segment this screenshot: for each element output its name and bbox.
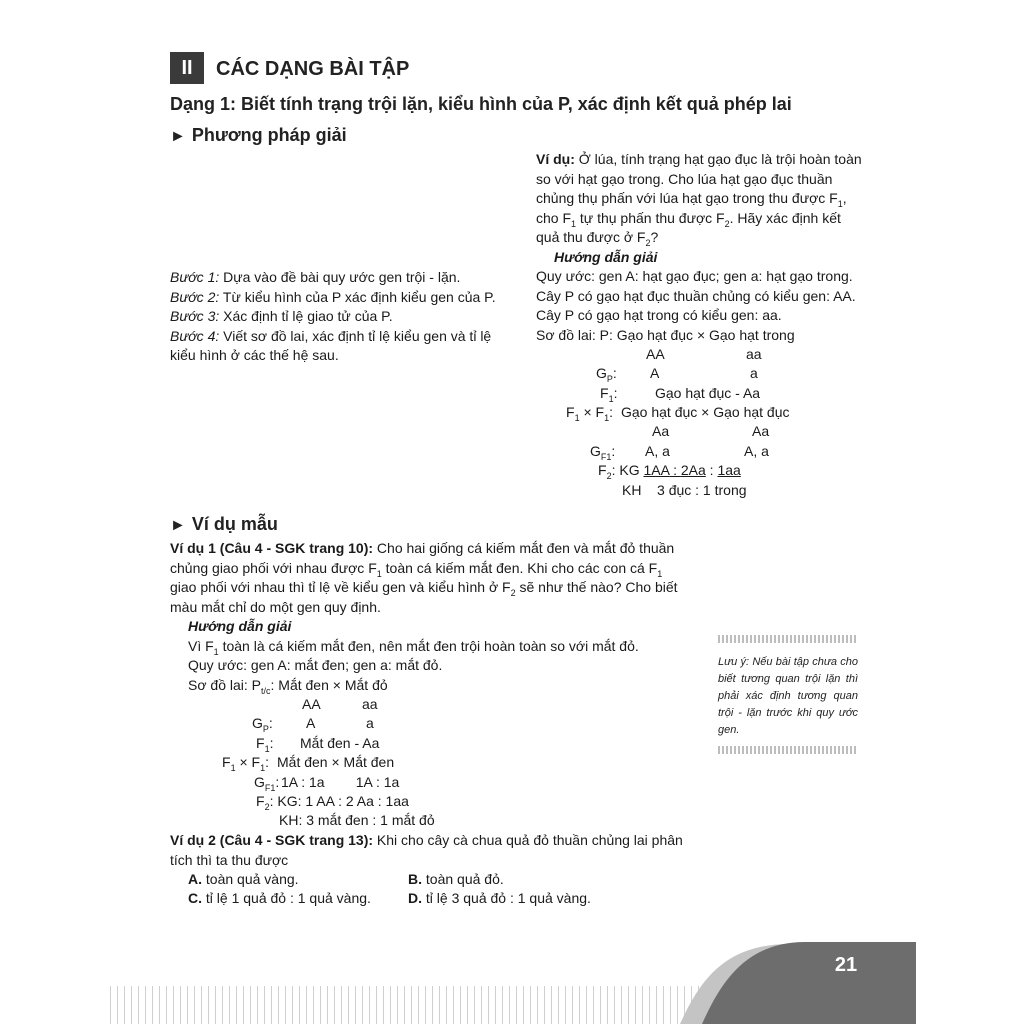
step-text: Dựa vào đề bài quy ước gen trội - lặn.	[223, 269, 461, 285]
ex-gp-val-2: a	[750, 365, 758, 381]
ex-gf1-label: $G_{F1}$:	[590, 443, 616, 462]
option-text: tỉ lệ 3 quả đỏ : 1 quả vàng.	[425, 890, 591, 906]
example-text: Quy ước: gen A: hạt gạo đục; gen a: hạt gạo trong.	[536, 268, 853, 284]
vd1-line	[170, 578, 678, 598]
example-line	[536, 326, 862, 346]
step-text: kiểu hình ở các thế hệ sau.	[170, 347, 339, 363]
vidu-mau-heading-text: Ví dụ mẫu	[191, 514, 278, 534]
method-heading	[170, 125, 347, 146]
section-title: CÁC DẠNG BÀI TẬP	[216, 58, 410, 80]
vd1-text: Sơ đồ lai: P	[188, 676, 261, 693]
example-line	[536, 150, 862, 170]
ex-kh-line	[622, 481, 747, 501]
vd1-text: sẽ như thế nào? Cho biết	[519, 579, 678, 595]
subscript: 1	[608, 394, 614, 404]
vd2-line	[170, 831, 683, 851]
label: G	[590, 443, 601, 459]
example-text: . Hãy xác định kết	[729, 209, 841, 226]
vd1-guide-line	[170, 617, 678, 637]
step-4-cont	[170, 346, 496, 366]
kg-val: 1aa	[717, 462, 741, 478]
step-4	[170, 327, 496, 347]
vd1-gf1-text: 1A : 1a 1A : 1a	[281, 774, 400, 790]
label: KG	[619, 462, 640, 478]
example-text: chủng thụ phấn với lúa hạt gạo trong thu được F	[536, 190, 838, 206]
vd1-f2-line: $F_2$: KG: 1 AA : 2 Aa : 1aa	[256, 793, 409, 812]
ex-f1-genotype-2: Aa	[752, 423, 770, 439]
example-text: cho F	[536, 209, 572, 226]
subscript: 1	[837, 199, 843, 209]
vd1-f1-label: $F_1$:	[256, 735, 274, 754]
vd2-text: tích thì ta thu được	[170, 851, 289, 868]
option-d	[408, 889, 591, 909]
vd1-kh-text: KH: 3 mắt đen : 1 mắt đỏ	[279, 812, 435, 828]
subscript: 2	[724, 218, 730, 229]
option-key: C.	[188, 890, 202, 906]
step-label: Bước 3:	[170, 308, 220, 324]
note-label: Lưu ý:	[718, 656, 750, 668]
example-label: Ví dụ:	[536, 151, 575, 167]
step-label: Bước 2:	[170, 288, 220, 305]
vd1-text: : Mắt đen × Mắt đỏ	[270, 676, 388, 693]
option-b	[408, 870, 504, 890]
vd2-block	[170, 831, 683, 870]
vd1-f1xf1-text: Mắt đen × Mắt đen	[277, 754, 395, 770]
vd1-text: giao phối với nhau thì tỉ lệ về kiểu gen và kiểu hình ở F	[170, 579, 511, 595]
step-label: Bước 4:	[170, 327, 220, 344]
example-line	[536, 306, 862, 326]
option-text: toàn quả đỏ.	[425, 871, 504, 887]
section-number-badge: II	[170, 52, 204, 84]
step-text: Viết sơ đồ lai, xác định tỉ lệ kiểu gen và tỉ lệ	[223, 327, 492, 344]
example-box	[536, 150, 862, 345]
vd2-text: Khi cho cây cà chua quả đỏ thuần chủng lai phân	[376, 832, 683, 848]
ex-gf1-val-2: A, a	[744, 443, 769, 459]
subscript: F1	[264, 783, 276, 793]
kg-val: 2Aa	[680, 462, 706, 478]
ex-gp-val-1: A	[650, 365, 660, 381]
vd1-gp-label: $G_P$:	[252, 715, 273, 734]
subscript: 1	[657, 568, 663, 579]
label: G	[252, 715, 263, 731]
vd1-text: toàn cá kiếm mắt đen. Khi cho các con cá F	[385, 559, 658, 576]
example-text: Sơ đồ lai: P: Gạo hạt đục × Gạo hạt trong	[536, 326, 795, 343]
vd1-f1-text: Mắt đen - Aa	[300, 735, 380, 751]
ex-f1-genotype-1: Aa	[652, 423, 670, 439]
footer-grid-pattern	[110, 986, 710, 1024]
example-text: tự thụ phấn thu được F	[579, 209, 725, 226]
option-key: A.	[188, 871, 202, 887]
method-heading-text: Phương pháp giải	[191, 125, 347, 145]
example-text: Ở lúa, tính trạng hạt gạo đục là trội hoàn toàn	[578, 151, 862, 167]
vd1-gf1-label: $G_{F1}$:	[254, 774, 280, 793]
subscript: 1	[213, 646, 219, 657]
step-1	[170, 268, 496, 288]
footer-page-tab	[680, 940, 916, 1024]
ex-f1-label: $F_1$:	[600, 385, 618, 404]
step-text: Xác định tỉ lệ giao tử của P.	[223, 308, 393, 324]
ex-p-genotype-2: aa	[746, 346, 762, 362]
example-text: ?	[650, 229, 659, 245]
note-top-divider	[718, 635, 858, 643]
example-text: so với hạt gạo trong. Cho lúa hạt gạo đục thuần	[536, 170, 833, 187]
example-text: Cây P có gạo hạt đục thuần chủng có kiểu gen: AA.	[536, 287, 856, 304]
kg-text: KG: 1 AA : 2 Aa : 1aa	[277, 793, 409, 809]
vd1-line	[170, 656, 678, 676]
vd1-text: Vì F	[188, 637, 214, 654]
triangle-bullet-icon: ►	[170, 517, 186, 534]
note-box	[718, 654, 858, 739]
vd1-line	[170, 539, 678, 559]
subscript: 1	[376, 568, 382, 579]
ex-f1xf1-text: Gạo hạt đục × Gạo hạt đục	[621, 404, 790, 420]
option-c	[188, 889, 371, 909]
subscript: F1	[600, 452, 612, 462]
vd1-line	[170, 598, 678, 618]
ex-p-genotype-1: AA	[646, 346, 665, 362]
example-line	[536, 267, 862, 287]
vd1-p-genotype-1: AA	[302, 696, 321, 712]
note-text: Nếu bài tập chưa cho biết tương quan trội lặn thì phải xác định tương quan trội - lặn trước khi quy ước gen.	[718, 656, 858, 736]
option-key: D.	[408, 890, 422, 906]
vd1-label: Ví dụ 1 (Câu 4 - SGK trang 10):	[170, 540, 374, 556]
dang1-title: Dạng 1: Biết tính trạng trội lặn, kiểu hình của P, xác định kết quả phép lai	[170, 94, 792, 114]
example-line	[536, 228, 862, 248]
subscript: P	[606, 374, 613, 384]
vd1-text: màu mắt chỉ do một gen quy định.	[170, 598, 381, 615]
vd1-line	[170, 559, 678, 579]
option-a	[188, 870, 299, 890]
footer-tab-dark	[702, 942, 916, 1024]
vd1-gp-val-1: A	[306, 715, 316, 731]
step-2	[170, 288, 496, 308]
subscript: 2	[264, 802, 270, 812]
example-line: chủng thụ phấn với lúa hạt gạo trong thu được $F_1$,	[536, 190, 847, 209]
label: G	[254, 774, 265, 790]
example-text: Cây P có gạo hạt trong có kiểu gen: aa.	[536, 307, 782, 323]
step-label: Bước 1:	[170, 269, 220, 285]
vd1-text: toàn là cá kiếm mắt đen, nên mắt đen trội hoàn toàn so với mắt đỏ.	[222, 637, 639, 654]
vd1-text: chủng giao phối với nhau được F	[170, 559, 377, 576]
vd1-line	[170, 637, 678, 657]
steps-list	[170, 268, 496, 366]
example-guide-line	[536, 248, 862, 268]
vd1-gp-val-2: a	[366, 715, 374, 731]
subscript: 1	[264, 744, 270, 754]
vd2-line	[170, 851, 683, 871]
subscript: 1	[571, 218, 577, 229]
triangle-bullet-icon: ►	[170, 128, 186, 145]
vd1-text: Quy ước: gen A: mắt đen; gen a: mắt đỏ.	[188, 657, 443, 673]
note-bottom-divider	[718, 746, 858, 754]
step-3	[170, 307, 496, 327]
ex-f1xf1-label: $F_1 \times F_1$:	[566, 404, 613, 423]
subscript: 2	[510, 588, 516, 598]
ex-gp-label: $G_P$:	[596, 365, 617, 384]
subscript: t/c	[261, 685, 271, 696]
subscript: P	[262, 724, 269, 734]
ex-f2-line: $F_2$: KG 1AA : 2Aa : 1aa	[598, 462, 741, 481]
subscript: 1	[604, 413, 610, 423]
ex-gf1-val-1: A, a	[645, 443, 670, 459]
vd1-f1xf1-label: $F_1 \times F_1$:	[222, 754, 269, 773]
step-text: Từ kiểu hình của P xác định kiểu gen của P.	[222, 288, 496, 305]
example-line	[536, 170, 862, 190]
subscript: 2	[606, 471, 612, 481]
subscript: 1	[260, 763, 266, 773]
page-number: 21	[834, 954, 858, 976]
vd1-guide-heading: Hướng dẫn giải	[188, 618, 292, 634]
example-text: quả thu được ở F	[536, 229, 646, 245]
kh-text: 3 đục : 1 trong	[657, 482, 747, 498]
subscript: 1	[574, 413, 580, 423]
vd1-line	[170, 676, 678, 696]
kg-val: 1AA	[643, 462, 670, 478]
label: G	[596, 365, 607, 381]
label: KH	[622, 482, 642, 498]
example-line	[536, 287, 862, 307]
kg-underlined: 1AA : 2Aa	[643, 462, 706, 478]
example-guide-heading: Hướng dẫn giải	[554, 248, 658, 265]
vd1-p-genotype-2: aa	[362, 696, 378, 712]
option-key: B.	[408, 871, 422, 887]
vd1-block	[170, 539, 678, 695]
example-line	[536, 209, 862, 229]
vd1-text: Cho hai giống cá kiếm mắt đen và mắt đỏ thuần	[376, 540, 675, 556]
option-text: toàn quả vàng.	[205, 871, 299, 887]
vd2-label: Ví dụ 2 (Câu 4 - SGK trang 13):	[170, 832, 374, 848]
ex-f1-text: Gạo hạt đục - Aa	[655, 385, 761, 401]
subscript: 1	[230, 763, 236, 773]
option-text: tỉ lệ 1 quả đỏ : 1 quả vàng.	[205, 890, 371, 906]
vidu-mau-heading	[170, 514, 278, 535]
subscript: 2	[645, 238, 651, 248]
